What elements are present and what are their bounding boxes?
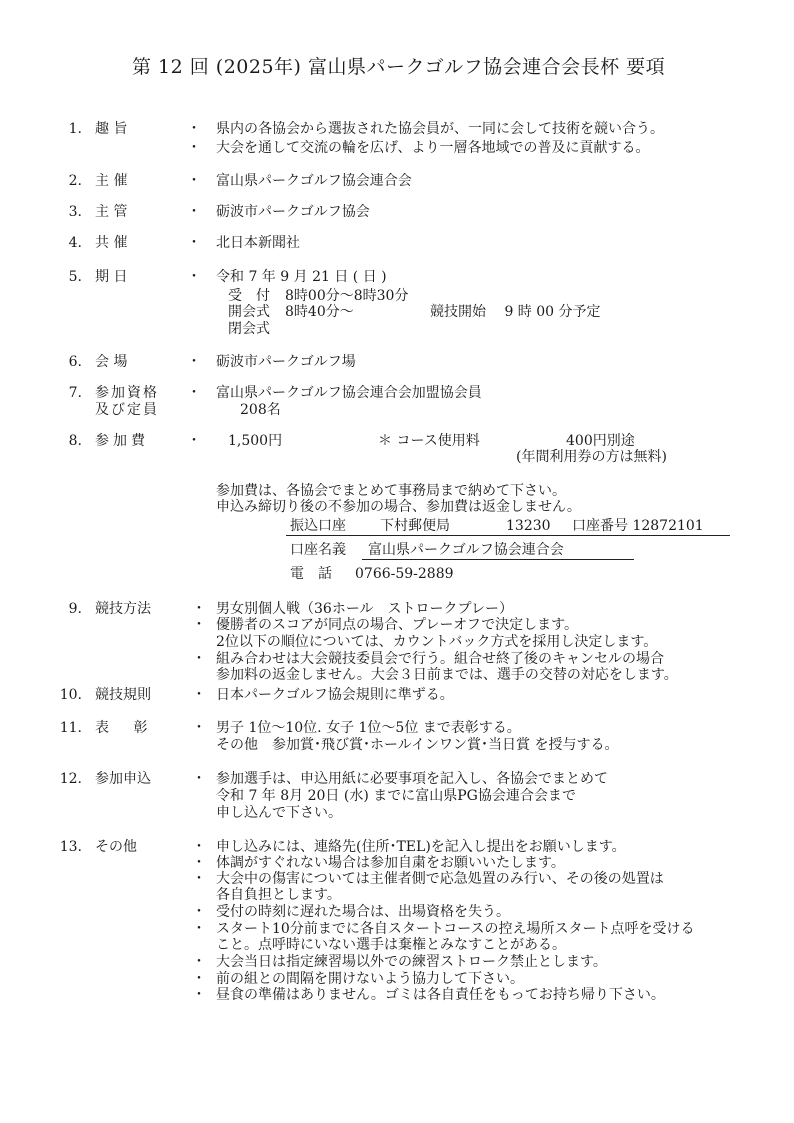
course-fee-label: ＊ コース使用料 (378, 433, 480, 449)
phone-number: 0766-59-2889 (355, 566, 454, 582)
bullet: ・ (192, 987, 206, 1003)
bullet: ・ (187, 385, 201, 401)
section-11-line: その他 参加賞･飛び賞･ホールインワン賞･当日賞 を授与する。 (216, 737, 619, 753)
section-9-label: 競技方法 (95, 601, 151, 617)
phone-label: 電 話 (290, 566, 332, 582)
section-6-text: 砺波市パークゴルフ場 (216, 354, 356, 370)
account-holder: 富山県パークゴルフ協会連合会 (368, 542, 564, 558)
section-6-number: 6. (68, 354, 82, 370)
bullet: ・ (192, 855, 206, 871)
bank-name: 下村郵便局 (380, 518, 450, 534)
section-2-label: 主 催 (95, 173, 128, 189)
section-13-line: 前の組との間隔を開けないよう協力して下さい。 (216, 971, 524, 987)
bullet: ・ (192, 954, 206, 970)
section-12-line: 令和 7 年 8月 20日 (水) までに富山県PG協会連合会まで (216, 788, 576, 804)
section-7-number: 7. (68, 385, 82, 401)
section-13-line: 各自負担とします。 (216, 887, 341, 903)
bullet: ・ (187, 433, 201, 449)
bullet: ・ (192, 617, 206, 633)
section-9-line: 男女別個人戦（36ホール ストロークプレー） (216, 601, 513, 617)
bullet: ・ (187, 269, 201, 285)
section-4-label: 共 催 (95, 235, 128, 251)
section-6-label: 会 場 (95, 354, 128, 370)
section-9-line: 優勝者のスコアが同点の場合、プレーオフで決定します。 (216, 617, 579, 633)
closing-label: 閉会式 (228, 321, 270, 337)
section-4-text: 北日本新聞社 (216, 235, 300, 251)
section-9-line: 2位以下の順位については、カウントバック方式を採用し決定します。 (216, 634, 658, 650)
section-10-number: 10. (59, 687, 82, 703)
section-7-text: 富山県パークゴルフ協会連合会加盟協会員 (216, 385, 482, 401)
account-holder-label: 口座名義 (290, 542, 346, 558)
section-13-line: 申し込みには、連絡先(住所･TEL)を記入し提出をお願いします。 (216, 839, 626, 855)
document-title: 第 12 回 (2025年) 富山県パークゴルフ協会連合会長杯 要項 (132, 56, 666, 78)
entry-fee: 1,500円 (228, 433, 283, 449)
section-1-label: 趣 旨 (95, 121, 128, 137)
section-5-number: 5. (68, 269, 82, 285)
section-13-line: 大会中の傷害については主催者側で応急処置のみ行い、その後の処置は (216, 871, 664, 887)
bank-account-label: 振込口座 (290, 518, 346, 534)
bullet: ・ (192, 651, 206, 667)
bullet: ・ (192, 839, 206, 855)
section-9-line: 組み合わせは大会競技委員会で行う。組合せ終了後のキャンセルの場合 (216, 651, 664, 667)
bullet: ・ (187, 204, 201, 220)
section-7-label: 参加資格 (95, 385, 159, 401)
opening-label: 開会式 (228, 304, 270, 320)
underline (286, 535, 730, 536)
section-13-line: 昼食の準備はありません。ゴミは各自責任をもってお持ち帰り下さい。 (216, 987, 665, 1003)
bullet: ・ (192, 601, 206, 617)
section-13-line: 受付の時刻に遅れた場合は、出場資格を失う。 (216, 904, 510, 920)
section-13-line: 体調がすぐれない場合は参加自粛をお願いいたします。 (216, 855, 565, 871)
bullet: ・ (192, 771, 206, 787)
section-11-number: 11. (59, 720, 82, 736)
event-date: 令和 7 年 9 月 21 日 ( 日 ) (216, 269, 387, 285)
bullet: ・ (192, 687, 206, 703)
section-13-label: その他 (95, 839, 137, 855)
section-10-text: 日本パークゴルフ協会規則に準ずる。 (216, 687, 454, 703)
section-7-label-2: 及び定員 (95, 402, 159, 418)
section-1-line: 大会を通して交流の輪を広げ、より一層各地域での普及に貢献する。 (216, 140, 650, 156)
capacity: 208名 (240, 402, 281, 418)
section-11-line: 男子 1位～10位. 女子 1位～5位 まで表彰する。 (216, 720, 521, 736)
bullet: ・ (187, 140, 201, 156)
section-13-number: 13. (59, 839, 82, 855)
bullet: ・ (187, 121, 201, 137)
bullet: ・ (187, 235, 201, 251)
section-12-label: 参加申込 (95, 771, 151, 787)
section-2-number: 2. (68, 173, 82, 189)
bullet: ・ (187, 173, 201, 189)
section-5-label: 期 日 (95, 269, 128, 285)
section-1-number: 1. (68, 121, 82, 137)
section-4-number: 4. (68, 235, 82, 251)
bank-code: 13230 (506, 518, 551, 534)
payment-note: 申込み締切り後の不参加の場合、参加費は返金しません。 (216, 499, 581, 515)
section-1-line: 県内の各協会から選抜された協会員が、一同に会して技術を競い合う。 (216, 121, 664, 137)
section-13-line: スタート10分前までに各自スタートコースの控え場所スタート点呼を受ける (216, 921, 695, 937)
course-fee: 400円別途 (566, 433, 635, 449)
payment-note: 参加費は、各協会でまとめて事務局まで納めて下さい。 (216, 483, 566, 499)
bullet: ・ (187, 354, 201, 370)
section-12-number: 12. (59, 771, 82, 787)
bullet: ・ (192, 904, 206, 920)
bullet: ・ (192, 921, 206, 937)
section-8-number: 8. (68, 433, 82, 449)
section-9-line: 参加料の返金しません。大会３日前までは、選手の交替の対応をします。 (216, 667, 678, 683)
section-12-line: 申し込んで下さい。 (216, 805, 342, 821)
reception-label: 受 付 (228, 288, 270, 304)
competition-start: 競技開始 9 時 00 分予定 (430, 304, 601, 320)
section-2-text: 富山県パークゴルフ協会連合会 (216, 173, 412, 189)
section-13-line: こと。点呼時にいない選手は棄権とみなすことがある。 (216, 937, 566, 953)
section-3-number: 3. (68, 204, 82, 220)
section-3-text: 砺波市パークゴルフ協会 (216, 204, 370, 220)
section-3-label: 主 管 (95, 204, 128, 220)
section-11-label: 表 彰 (95, 720, 158, 736)
section-13-line: 大会当日は指定練習場以外での練習ストローク禁止とします。 (216, 954, 607, 970)
account-number: 口座番号 12872101 (572, 518, 704, 534)
section-8-label: 参加費 (95, 433, 149, 449)
bullet: ・ (192, 871, 206, 887)
bullet: ・ (192, 720, 206, 736)
section-10-label: 競技規則 (95, 687, 151, 703)
section-12-line: 参加選手は、申込用紙に必要事項を記入し、各協会でまとめて (216, 771, 608, 787)
opening-time: 8時40分～ (285, 304, 354, 320)
reception-time: 8時00分～8時30分 (285, 288, 409, 304)
bullet: ・ (192, 971, 206, 987)
section-9-number: 9. (68, 601, 82, 617)
course-fee-note: (年間利用券の方は無料) (516, 449, 667, 465)
underline (362, 559, 634, 560)
